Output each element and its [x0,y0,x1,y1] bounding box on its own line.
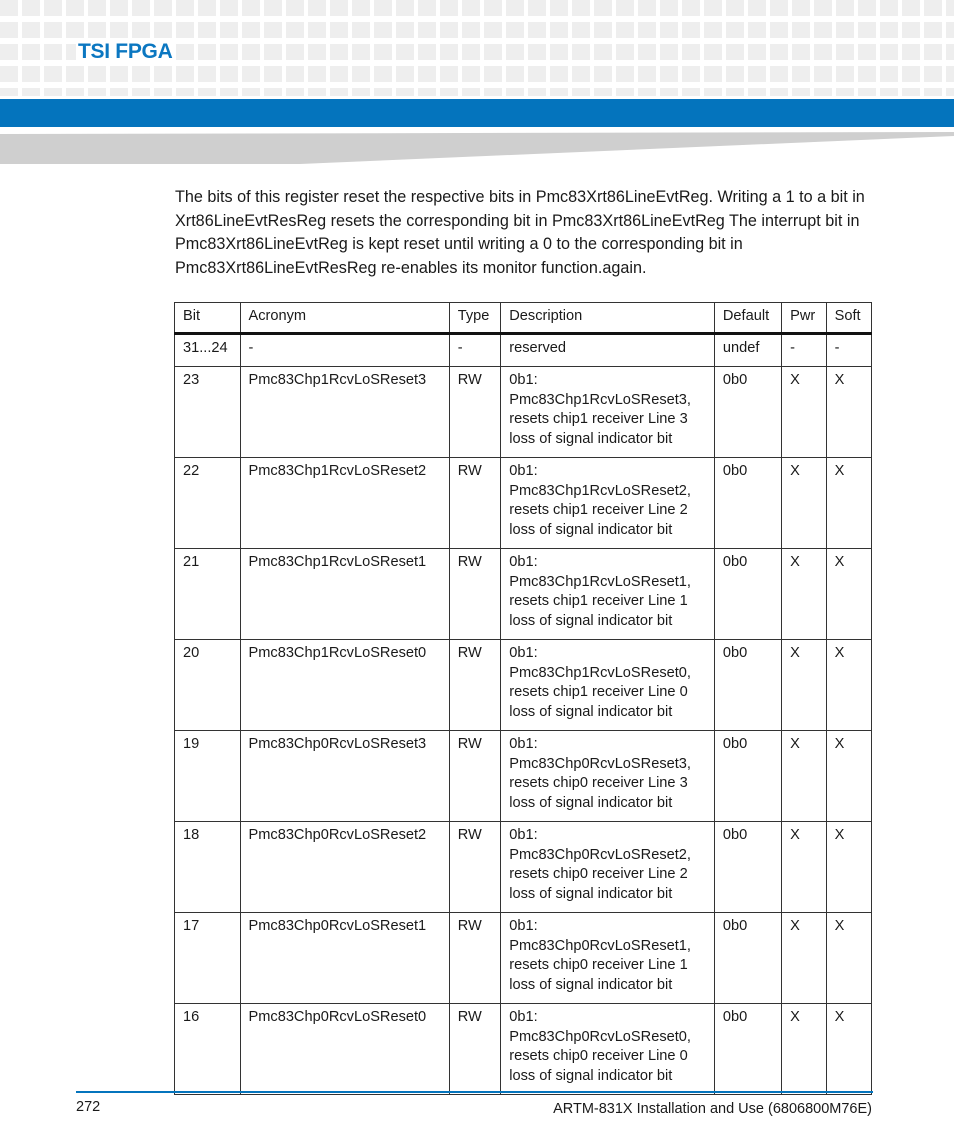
cell-default: 0b0 [714,731,781,822]
cell-type: RW [449,1004,500,1095]
section-title: TSI FPGA [76,40,176,64]
header-type: Type [449,303,500,334]
cell-default: undef [714,333,781,367]
header-gray-swoosh [0,128,954,164]
cell-description: 0b1: Pmc83Chp1RcvLoSReset1, resets chip1 receiver Line 1 loss of signal indicator bit [501,549,715,640]
document-title: ARTM-831X Installation and Use (6806800M76E) [553,1101,872,1117]
cell-type: RW [449,822,500,913]
register-table [174,302,872,1095]
cell-type: - [449,333,500,367]
cell-bit: 20 [175,640,241,731]
cell-bit: 16 [175,1004,241,1095]
cell-acronym: Pmc83Chp0RcvLoSReset2 [240,822,449,913]
footer-rule [76,1091,873,1093]
table-row [175,458,872,549]
cell-description: reserved [501,333,715,367]
cell-acronym: Pmc83Chp1RcvLoSReset0 [240,640,449,731]
cell-pwr: X [782,458,826,549]
cell-soft: X [826,549,871,640]
cell-soft: X [826,731,871,822]
cell-soft: X [826,1004,871,1095]
cell-type: RW [449,640,500,731]
cell-type: RW [449,731,500,822]
cell-default: 0b0 [714,458,781,549]
cell-description: 0b1: Pmc83Chp0RcvLoSReset1, resets chip0 receiver Line 1 loss of signal indicator bit [501,913,715,1004]
cell-description: 0b1: Pmc83Chp0RcvLoSReset3, resets chip0 receiver Line 3 loss of signal indicator bit [501,731,715,822]
cell-description: 0b1: Pmc83Chp0RcvLoSReset2, resets chip0 receiver Line 2 loss of signal indicator bit [501,822,715,913]
cell-pwr: X [782,731,826,822]
cell-type: RW [449,367,500,458]
cell-default: 0b0 [714,1004,781,1095]
table-row [175,640,872,731]
cell-bit: 22 [175,458,241,549]
cell-acronym: Pmc83Chp1RcvLoSReset1 [240,549,449,640]
cell-acronym: Pmc83Chp0RcvLoSReset1 [240,913,449,1004]
cell-pwr: - [782,333,826,367]
cell-default: 0b0 [714,640,781,731]
cell-pwr: X [782,1004,826,1095]
table-header-row [175,303,872,334]
cell-bit: 19 [175,731,241,822]
cell-description: 0b1: Pmc83Chp0RcvLoSReset0, resets chip0 receiver Line 0 loss of signal indicator bit [501,1004,715,1095]
table-row [175,549,872,640]
cell-soft: X [826,458,871,549]
cell-acronym: Pmc83Chp0RcvLoSReset3 [240,731,449,822]
cell-soft: X [826,640,871,731]
cell-description: 0b1: Pmc83Chp1RcvLoSReset3, resets chip1 receiver Line 3 loss of signal indicator bit [501,367,715,458]
cell-acronym: Pmc83Chp1RcvLoSReset2 [240,458,449,549]
cell-type: RW [449,913,500,1004]
table-row [175,731,872,822]
cell-soft: X [826,913,871,1004]
table-row [175,1004,872,1095]
table-row [175,822,872,913]
header-bit: Bit [175,303,241,334]
cell-bit: 31...24 [175,333,241,367]
header-blue-bar [0,99,954,127]
cell-pwr: X [782,549,826,640]
page-number: 272 [76,1099,101,1115]
cell-default: 0b0 [714,367,781,458]
table-row [175,367,872,458]
cell-bit: 21 [175,549,241,640]
cell-acronym: Pmc83Chp0RcvLoSReset0 [240,1004,449,1095]
table-row [175,333,872,367]
cell-bit: 18 [175,822,241,913]
table-body [175,333,872,1095]
cell-bit: 17 [175,913,241,1004]
header-soft: Soft [826,303,871,334]
cell-default: 0b0 [714,913,781,1004]
cell-soft: - [826,333,871,367]
cell-default: 0b0 [714,822,781,913]
header-pwr: Pwr [782,303,826,334]
cell-acronym: Pmc83Chp1RcvLoSReset3 [240,367,449,458]
cell-soft: X [826,367,871,458]
cell-bit: 23 [175,367,241,458]
cell-description: 0b1: Pmc83Chp1RcvLoSReset2, resets chip1 receiver Line 2 loss of signal indicator bit [501,458,715,549]
header-description: Description [501,303,715,334]
cell-pwr: X [782,913,826,1004]
table-row [175,913,872,1004]
cell-pwr: X [782,640,826,731]
header-default: Default [714,303,781,334]
cell-acronym: - [240,333,449,367]
cell-pwr: X [782,822,826,913]
header-acronym: Acronym [240,303,449,334]
cell-default: 0b0 [714,549,781,640]
cell-type: RW [449,458,500,549]
cell-soft: X [826,822,871,913]
cell-pwr: X [782,367,826,458]
intro-paragraph: The bits of this register reset the respective bits in Pmc83Xrt86LineEvtReg. Writing a 1 to a bit in Xrt86LineEvtResReg resets the corresponding bit in Pmc83Xrt86LineEvtReg The interrupt bit in Pmc83Xrt86LineEvtReg is kept reset until writing a 0 to the corresponding bit in Pmc83Xrt86LineEvtResReg re-enables its monitor function.again. [175,188,865,277]
cell-type: RW [449,549,500,640]
cell-description: 0b1: Pmc83Chp1RcvLoSReset0, resets chip1 receiver Line 0 loss of signal indicator bit [501,640,715,731]
